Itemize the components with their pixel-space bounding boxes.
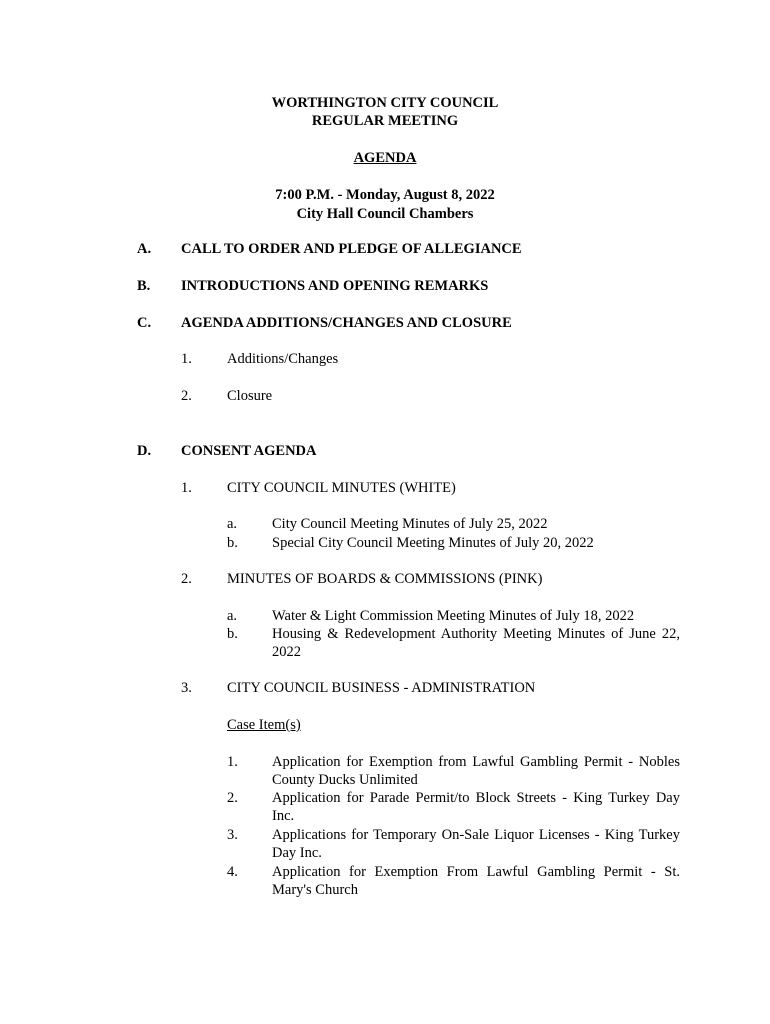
d-2-sub-a-text: Water & Light Commission Meeting Minutes of July 18, 2022 bbox=[272, 608, 635, 624]
section-a-title: CALL TO ORDER AND PLEDGE OF ALLEGIANCE bbox=[181, 241, 522, 257]
case-item-4-num: 4. bbox=[227, 864, 238, 880]
d-1-sub-b-num: b. bbox=[227, 535, 238, 551]
case-item-2-text: Application for Parade Permit/to Block Streets - King Turkey Day Inc. bbox=[272, 790, 680, 824]
section-c-title: AGENDA ADDITIONS/CHANGES AND CLOSURE bbox=[181, 315, 512, 331]
c-item-1-num: 1. bbox=[181, 351, 192, 367]
case-items-label: Case Item(s) bbox=[227, 717, 301, 733]
d-item-1-text: CITY COUNCIL MINUTES (WHITE) bbox=[227, 480, 456, 496]
d-item-1-num: 1. bbox=[181, 480, 192, 496]
section-d-letter: D. bbox=[137, 443, 152, 459]
meeting-type: REGULAR MEETING bbox=[311, 113, 459, 129]
case-item-1-text: Application for Exemption from Lawful Gambling Permit - Nobles County Ducks Unlimited bbox=[272, 754, 680, 788]
d-item-3-num: 3. bbox=[181, 680, 192, 696]
case-item-3-text: Applications for Temporary On-Sale Liquor Licenses - King Turkey Day Inc. bbox=[272, 827, 680, 861]
d-1-sub-a-text: City Council Meeting Minutes of July 25, 2022 bbox=[272, 516, 548, 532]
section-b-title: INTRODUCTIONS AND OPENING REMARKS bbox=[181, 278, 489, 294]
d-1-sub-b-text: Special City Council Meeting Minutes of July 20, 2022 bbox=[272, 535, 594, 551]
c-item-2-text: Closure bbox=[227, 388, 273, 404]
d-item-2-text: MINUTES OF BOARDS & COMMISSIONS (PINK) bbox=[227, 571, 543, 587]
case-item-1-num: 1. bbox=[227, 754, 238, 770]
case-item-3-num: 3. bbox=[227, 827, 238, 843]
agenda-heading: AGENDA bbox=[353, 150, 417, 166]
section-a-letter: A. bbox=[137, 241, 152, 257]
meeting-datetime: 7:00 P.M. - Monday, August 8, 2022 bbox=[275, 187, 495, 203]
c-item-2-num: 2. bbox=[181, 388, 192, 404]
meeting-location: City Hall Council Chambers bbox=[296, 206, 474, 222]
c-item-1-text: Additions/Changes bbox=[227, 351, 339, 367]
section-b-letter: B. bbox=[137, 278, 151, 294]
case-item-4-text: Application for Exemption From Lawful Gambling Permit - St. Mary's Church bbox=[272, 864, 680, 898]
d-1-sub-a-num: a. bbox=[227, 516, 238, 532]
d-2-sub-b-text: Housing & Redevelopment Authority Meeting Minutes of June 22, 2022 bbox=[272, 626, 680, 660]
section-c-letter: C. bbox=[137, 315, 152, 331]
section-d-title: CONSENT AGENDA bbox=[181, 443, 317, 459]
d-item-2-num: 2. bbox=[181, 571, 192, 587]
d-2-sub-a-num: a. bbox=[227, 608, 238, 624]
council-name: WORTHINGTON CITY COUNCIL bbox=[271, 95, 499, 111]
d-item-3-text: CITY COUNCIL BUSINESS - ADMINISTRATION bbox=[227, 680, 536, 696]
d-2-sub-b-num: b. bbox=[227, 626, 238, 642]
case-item-2-num: 2. bbox=[227, 790, 238, 806]
